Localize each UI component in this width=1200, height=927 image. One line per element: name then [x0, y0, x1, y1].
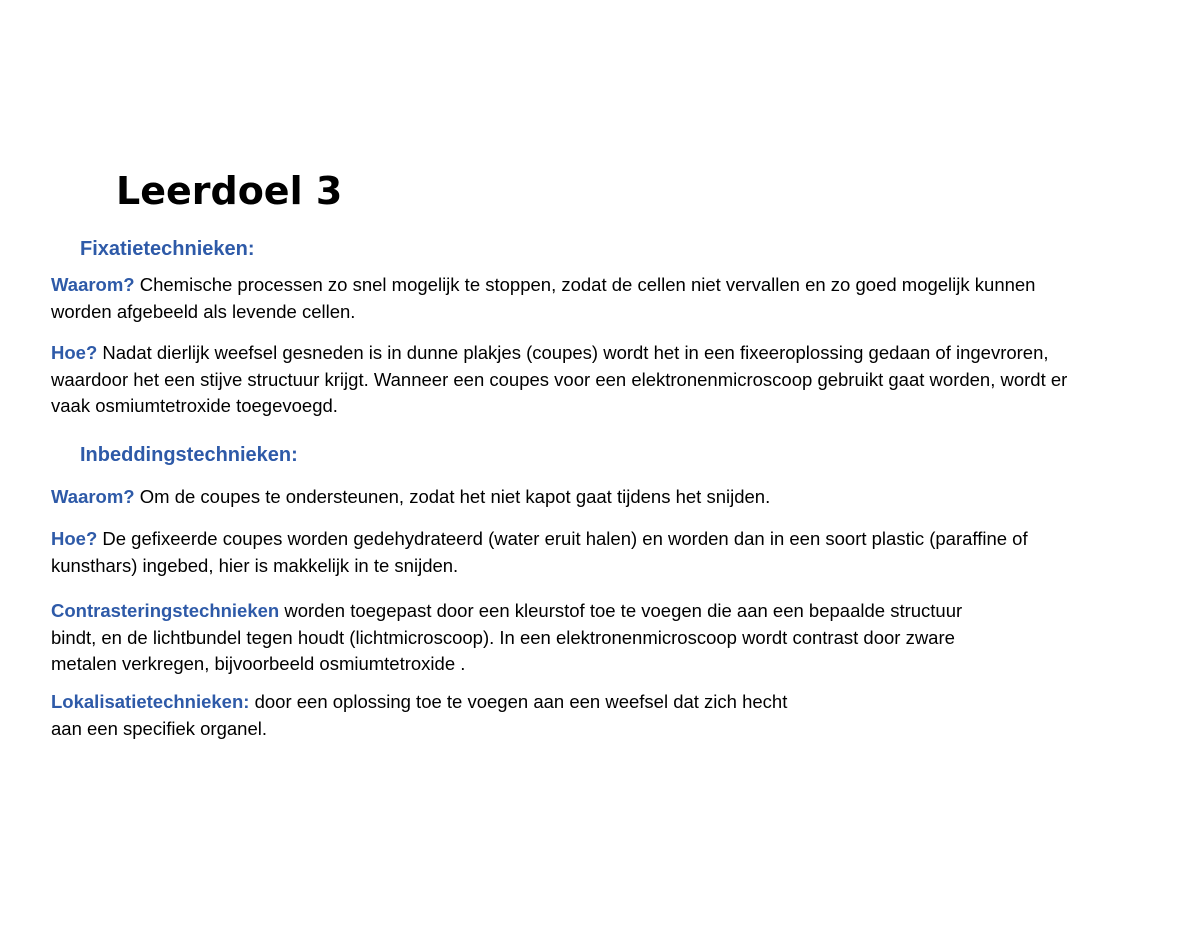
text-fixatie-waarom: Chemische processen zo snel mogelijk te stoppen, zodat de cellen niet vervallen en zo goed mogelijk kunnen worden afgebeeld als levende cellen. — [51, 274, 1036, 322]
text-inbedding-hoe: De gefixeerde coupes worden gedehydrateerd (water eruit halen) en worden dan in een soort plastic (paraffine of kunsthars) ingebed, hier is makkelijk in te snijden. — [51, 528, 1028, 576]
paragraph-inbedding-waarom — [51, 484, 1111, 511]
label-waarom: Waarom? — [51, 486, 135, 507]
text-lokalisatie: door een oplossing toe te voegen aan een weefsel dat zich hecht aan een specifiek organel. — [51, 691, 788, 739]
paragraph-fixatie-hoe — [51, 340, 1111, 420]
paragraph-fixatie-waarom — [51, 272, 1071, 325]
heading-inbeddingstechnieken: Inbeddingstechnieken: — [80, 444, 298, 466]
paragraph-contrastering — [51, 598, 986, 678]
text-fixatie-hoe: Nadat dierlijk weefsel gesneden is in dunne plakjes (coupes) wordt het in een fixeeroplossing gedaan of ingevroren, waardoor het een stijve structuur krijgt. Wanneer een coupes voor een elektronenmicroscoop gebruikt gaat worden, wordt er vaak osmiumtetroxide toegevoegd. — [51, 342, 1068, 416]
label-contrasteringstechnieken: Contrasteringstechnieken — [51, 600, 280, 621]
label-waarom: Waarom? — [51, 274, 135, 295]
heading-fixatietechnieken: Fixatietechnieken: — [80, 238, 255, 260]
label-lokalisatietechnieken: Lokalisatietechnieken: — [51, 691, 250, 712]
paragraph-inbedding-hoe — [51, 526, 1036, 579]
paragraph-lokalisatie — [51, 689, 811, 742]
text-contrastering: worden toegepast door een kleurstof toe te voegen die aan een bepaalde structuur bindt, en de lichtbundel tegen houdt (lichtmicroscoop). In een elektronenmicroscoop wordt contrast door zware metalen verkregen, bijvoorbeeld osmiumtetroxide . — [51, 600, 963, 674]
text-inbedding-waarom: Om de coupes te ondersteunen, zodat het niet kapot gaat tijdens het snijden. — [134, 486, 771, 507]
label-hoe: Hoe? — [51, 528, 98, 549]
label-hoe: Hoe? — [51, 342, 98, 363]
page-title: Leerdoel 3 — [116, 169, 343, 213]
